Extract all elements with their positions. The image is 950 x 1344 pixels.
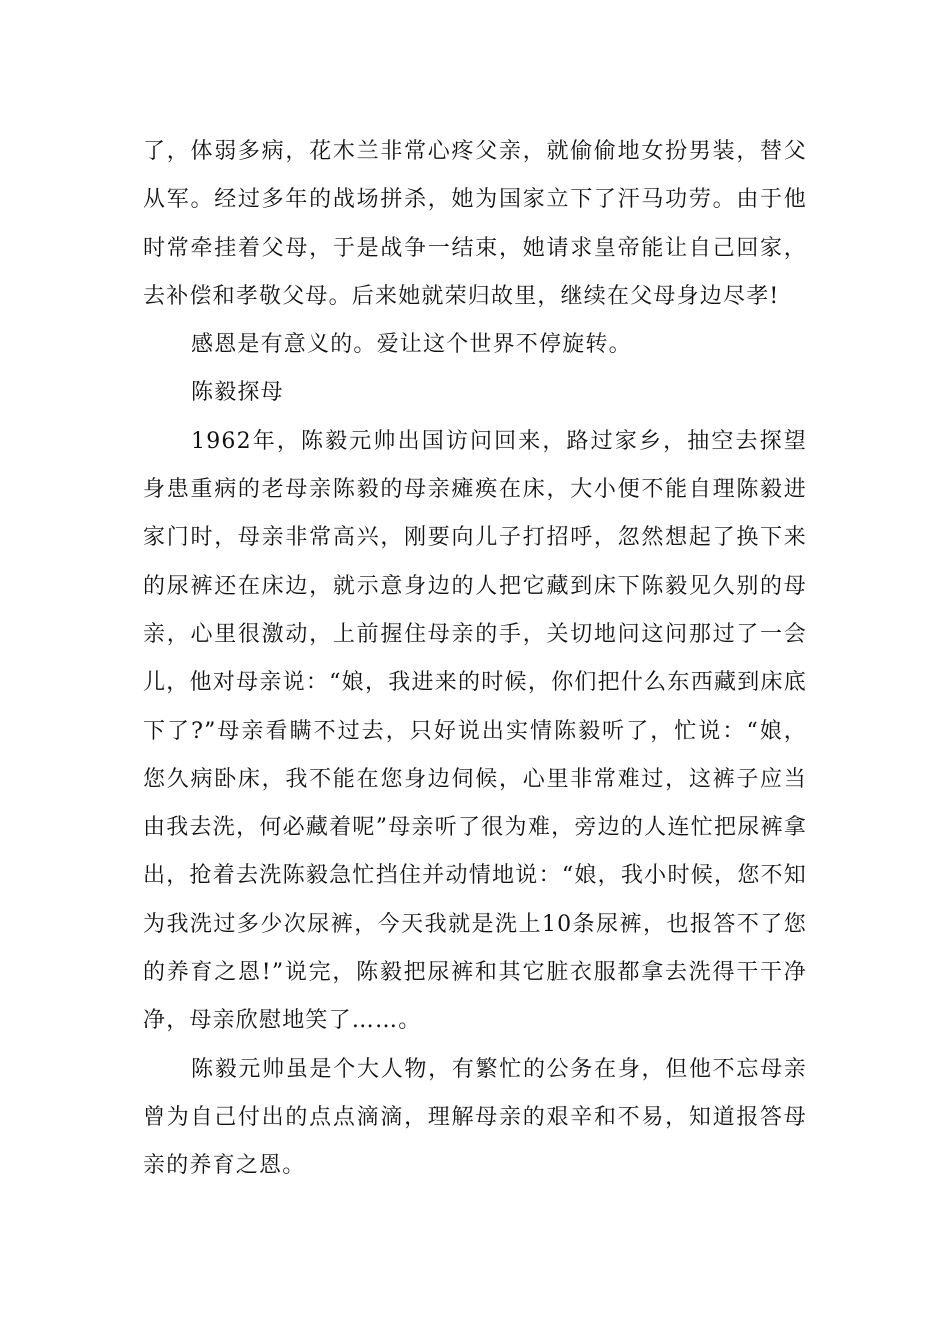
paragraph-chenyi-story: 1962年，陈毅元帅出国访问回来，路过家乡，抽空去探望身患重病的老母亲陈毅的母亲瘫痪在床，大小便不能自理陈毅进家门时，母亲非常高兴，刚要向儿子打招呼，忽然想起了换下来的尿裤还在床边，就示意身边的人把它藏到床下陈毅见久别的母亲，心里很激动，上前握住母亲的手，关切地问这问那过了一会儿，他对母亲说：“娘，我进来的时候，你们把什么东西藏到床底下了?”母亲看瞒不过去，只好说出实情陈毅听了，忙说：“娘，您久病卧床，我不能在您身边伺候，心里非常难过，这裤子应当由我去洗，何必藏着呢”母亲听了很为难，旁边的人连忙把尿裤拿出，抢着去洗陈毅急忙挡住并动情地说：“娘，我小时候，您不知为我洗过多少次尿裤，今天我就是洗上10条尿裤，也报答不了您的养育之恩!”说完，陈毅把尿裤和其它脏衣服都拿去洗得干干净净，母亲欣慰地笑了……。 [143, 428, 807, 1034]
section-heading-chenyi: 陈毅探母 [191, 380, 284, 406]
paragraph-gratitude: 感恩是有意义的。爱让这个世界不停旋转。 [191, 332, 632, 358]
paragraph-mulan-ending: 了，体弱多病，花木兰非常心疼父亲，就偷偷地女扮男装，替父从军。经过多年的战场拼杀，她为国家立下了汗马功劳。由于他时常牵挂着父母，于是战争一结束，她请求皇帝能让自己回家，去补偿和孝敬父母。后来她就荣归故里，继续在父母身边尽孝! [143, 139, 807, 309]
paragraph-chenyi-conclusion: 陈毅元帅虽是个大人物，有繁忙的公务在身，但他不忘母亲曾为自己付出的点点滴滴，理解母亲的艰辛和不易，知道报答母亲的养育之恩。 [143, 1056, 807, 1179]
document-body [143, 128, 807, 1191]
